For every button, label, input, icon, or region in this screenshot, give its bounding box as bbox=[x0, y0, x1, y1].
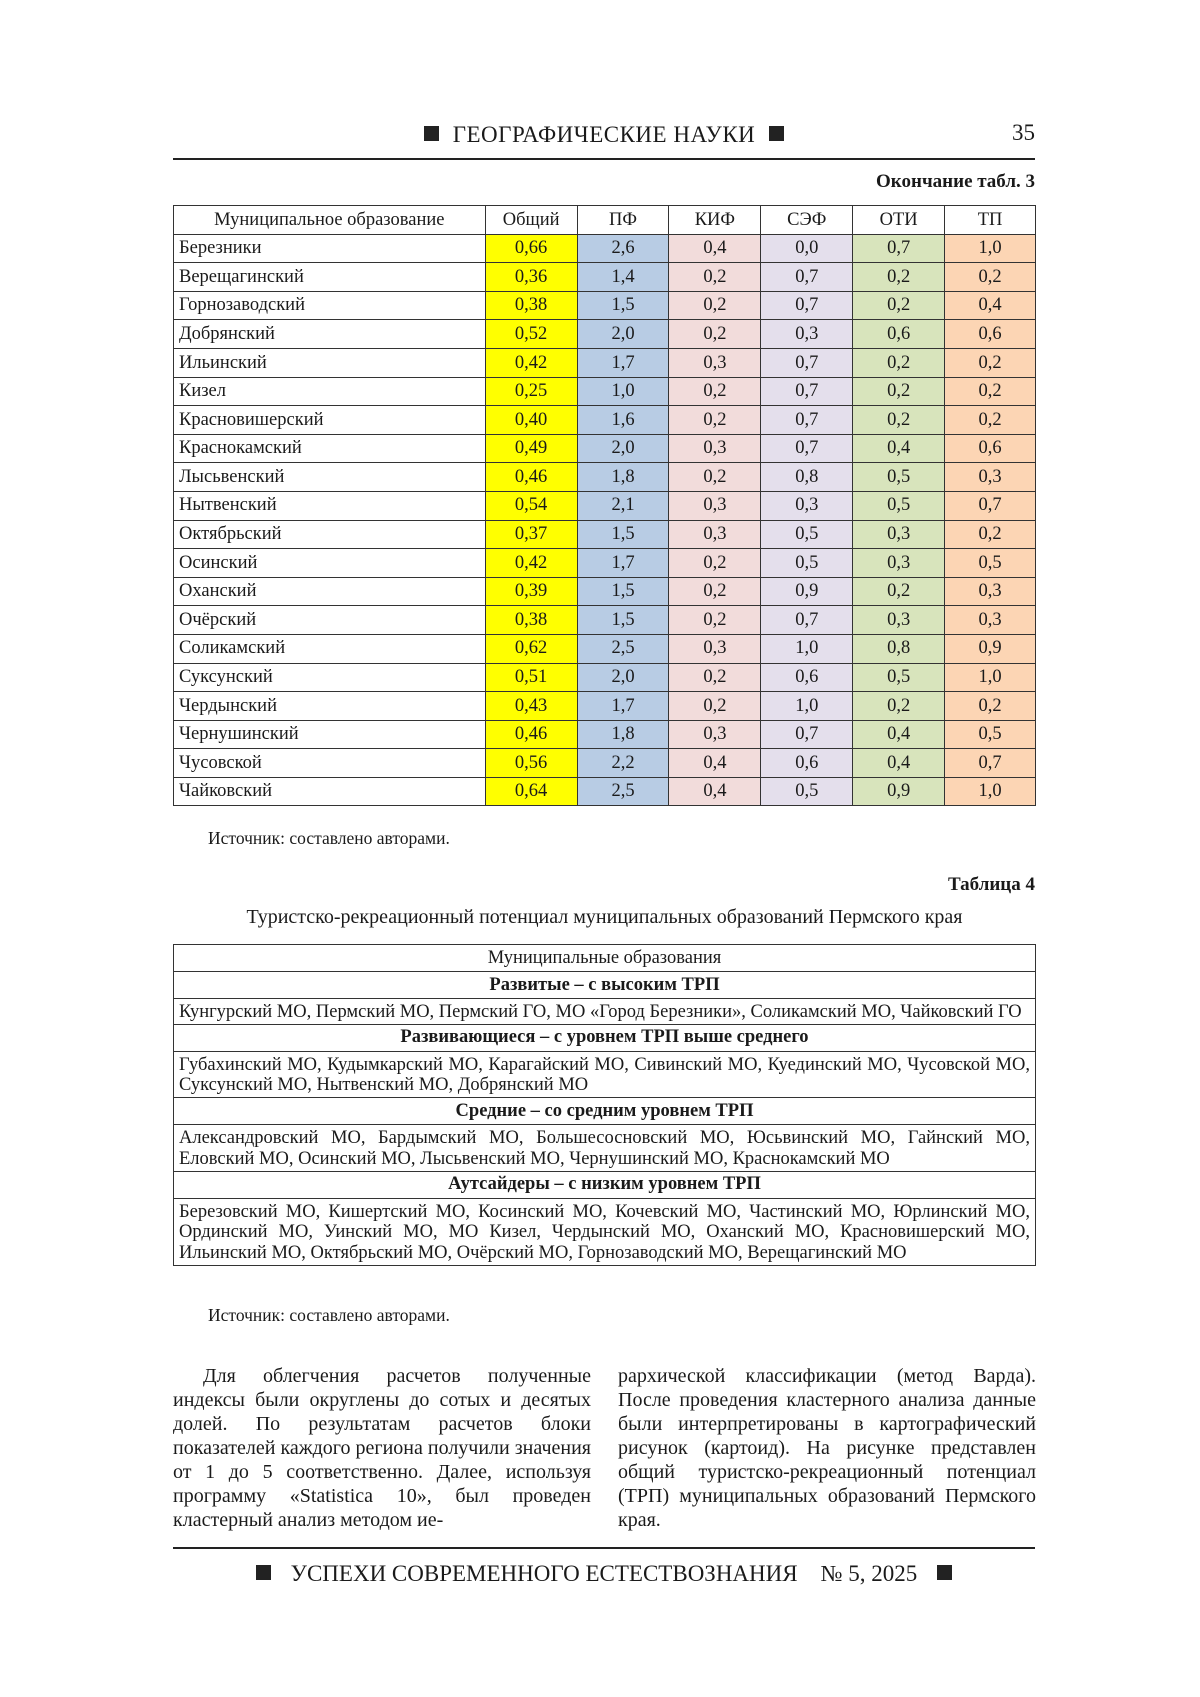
index-value-cell: 1,5 bbox=[577, 577, 669, 606]
index-value-cell: 0,2 bbox=[945, 263, 1036, 292]
municipality-name-cell: Добрянский bbox=[174, 320, 486, 349]
index-value-cell: 0,25 bbox=[485, 377, 577, 406]
index-value-cell: 0,4 bbox=[853, 720, 945, 749]
index-value-cell: 0,2 bbox=[669, 320, 761, 349]
index-value-cell: 0,36 bbox=[485, 263, 577, 292]
table4-header-row bbox=[174, 945, 1036, 972]
index-value-cell: 1,4 bbox=[577, 263, 669, 292]
municipality-name-cell: Очёрский bbox=[174, 606, 486, 635]
index-value-cell: 0,7 bbox=[945, 491, 1036, 520]
index-value-cell: 0,0 bbox=[761, 234, 853, 263]
group-name-cell: Аутсайдеры – с низким уровнем ТРП bbox=[174, 1171, 1036, 1198]
index-value-cell: 0,43 bbox=[485, 692, 577, 721]
index-value-cell: 0,52 bbox=[485, 320, 577, 349]
index-value-cell: 1,7 bbox=[577, 692, 669, 721]
index-value-cell: 0,46 bbox=[485, 463, 577, 492]
index-value-cell: 0,5 bbox=[853, 663, 945, 692]
group-members-cell: Губахинский МО, Кудымкарский МО, Карагайский МО, Сивинский МО, Куединский МО, Чусовской МО, Суксунский МО, Нытвенский МО, Добрянский МО bbox=[174, 1051, 1036, 1097]
index-value-cell: 0,7 bbox=[761, 606, 853, 635]
table-row bbox=[174, 463, 1036, 492]
municipality-name-cell: Чусовской bbox=[174, 749, 486, 778]
index-value-cell: 0,37 bbox=[485, 520, 577, 549]
index-value-cell: 0,7 bbox=[853, 234, 945, 263]
index-value-cell: 0,2 bbox=[669, 606, 761, 635]
table4-group-row bbox=[174, 1098, 1036, 1125]
index-value-cell: 0,4 bbox=[853, 434, 945, 463]
table-row bbox=[174, 491, 1036, 520]
index-value-cell: 0,2 bbox=[669, 291, 761, 320]
municipality-name-cell: Краснокамский bbox=[174, 434, 486, 463]
municipality-name-cell: Березники bbox=[174, 234, 486, 263]
index-value-cell: 0,2 bbox=[945, 692, 1036, 721]
table-row bbox=[174, 234, 1036, 263]
table4-header-cell: Муниципальные образования bbox=[174, 945, 1036, 972]
group-members-cell: Березовский МО, Кишертский МО, Косинский МО, Кочевский МО, Частинский МО, Юрлинский МО, Ординский МО, Уинский МО, МО Кизел, Чердынский МО, Оханский МО, Красновишерский МО, Ильинский МО, Октябрьский МО, Очёрский МО, Горнозаводский МО, Верещагинский МО bbox=[174, 1198, 1036, 1265]
index-value-cell: 0,6 bbox=[853, 320, 945, 349]
group-members-cell: Кунгурский МО, Пермский МО, Пермский ГО, МО «Город Березники», Соликамский МО, Чайковский ГО bbox=[174, 999, 1036, 1025]
index-value-cell: 0,40 bbox=[485, 406, 577, 435]
index-value-cell: 0,3 bbox=[761, 491, 853, 520]
index-value-cell: 0,2 bbox=[945, 348, 1036, 377]
table4-members-row bbox=[174, 1198, 1036, 1265]
index-value-cell: 0,56 bbox=[485, 749, 577, 778]
table-row bbox=[174, 434, 1036, 463]
index-value-cell: 1,7 bbox=[577, 348, 669, 377]
index-value-cell: 2,0 bbox=[577, 320, 669, 349]
index-value-cell: 1,5 bbox=[577, 291, 669, 320]
index-value-cell: 0,3 bbox=[945, 577, 1036, 606]
municipality-name-cell: Лысьвенский bbox=[174, 463, 486, 492]
table-row bbox=[174, 320, 1036, 349]
body-text-left-column: Для облегчения расчетов полученные индексы были округлены до сотых и десятых долей. По результатам расчетов блоки показателей каждого региона получили значения от 1 до 5 соответственно. Далее, используя программу «Statistica 10», был проведен кластерный анализ методом ие- bbox=[173, 1365, 591, 1531]
table-row bbox=[174, 406, 1036, 435]
index-value-cell: 0,3 bbox=[669, 434, 761, 463]
index-value-cell: 0,5 bbox=[945, 549, 1036, 578]
index-value-cell: 0,3 bbox=[669, 634, 761, 663]
municipality-name-cell: Красновишерский bbox=[174, 406, 486, 435]
index-value-cell: 1,6 bbox=[577, 406, 669, 435]
table4-members-row bbox=[174, 1051, 1036, 1097]
table-row bbox=[174, 634, 1036, 663]
index-value-cell: 0,62 bbox=[485, 634, 577, 663]
header-title bbox=[173, 122, 1035, 148]
table3-header-row bbox=[174, 206, 1036, 235]
index-value-cell: 0,49 bbox=[485, 434, 577, 463]
index-value-cell: 0,2 bbox=[669, 549, 761, 578]
index-value-cell: 0,6 bbox=[761, 749, 853, 778]
table3-column-header: ПФ bbox=[577, 206, 669, 235]
index-value-cell: 0,38 bbox=[485, 606, 577, 635]
index-value-cell: 0,3 bbox=[669, 720, 761, 749]
index-value-cell: 0,9 bbox=[853, 777, 945, 806]
running-footer bbox=[173, 1547, 1035, 1589]
index-value-cell: 0,42 bbox=[485, 549, 577, 578]
index-value-cell: 0,9 bbox=[945, 634, 1036, 663]
index-value-cell: 0,4 bbox=[669, 234, 761, 263]
group-name-cell: Средние – со средним уровнем ТРП bbox=[174, 1098, 1036, 1125]
index-value-cell: 0,39 bbox=[485, 577, 577, 606]
index-value-cell: 0,7 bbox=[761, 291, 853, 320]
index-value-cell: 0,7 bbox=[761, 720, 853, 749]
table-row bbox=[174, 549, 1036, 578]
table3-column-header: Общий bbox=[485, 206, 577, 235]
index-value-cell: 0,2 bbox=[669, 377, 761, 406]
table3-column-header: ОТИ bbox=[853, 206, 945, 235]
index-value-cell: 0,8 bbox=[853, 634, 945, 663]
index-value-cell: 0,2 bbox=[853, 291, 945, 320]
square-bullet-icon bbox=[424, 126, 439, 141]
running-header bbox=[173, 120, 1035, 160]
index-value-cell: 0,2 bbox=[669, 463, 761, 492]
index-value-cell: 1,0 bbox=[577, 377, 669, 406]
index-value-cell: 0,4 bbox=[945, 291, 1036, 320]
index-value-cell: 0,2 bbox=[669, 663, 761, 692]
index-value-cell: 0,2 bbox=[853, 348, 945, 377]
table-row bbox=[174, 777, 1036, 806]
index-value-cell: 2,5 bbox=[577, 634, 669, 663]
municipality-name-cell: Горнозаводский bbox=[174, 291, 486, 320]
index-value-cell: 0,5 bbox=[761, 520, 853, 549]
index-value-cell: 0,3 bbox=[669, 520, 761, 549]
index-value-cell: 0,6 bbox=[761, 663, 853, 692]
table-row bbox=[174, 577, 1036, 606]
index-value-cell: 0,2 bbox=[853, 406, 945, 435]
index-value-cell: 0,4 bbox=[669, 777, 761, 806]
table-row bbox=[174, 348, 1036, 377]
index-value-cell: 1,8 bbox=[577, 463, 669, 492]
municipality-name-cell: Суксунский bbox=[174, 663, 486, 692]
index-value-cell: 0,42 bbox=[485, 348, 577, 377]
group-members-cell: Александровский МО, Бардымский МО, Большесосновский МО, Юсьвинский МО, Гайнский МО, Еловский МО, Осинский МО, Лысьвенский МО, Чернушинский МО, Краснокамский МО bbox=[174, 1125, 1036, 1171]
index-value-cell: 0,7 bbox=[761, 434, 853, 463]
table4-source: Источник: составлено авторами. bbox=[208, 1305, 450, 1325]
index-value-cell: 1,0 bbox=[945, 777, 1036, 806]
municipality-name-cell: Осинский bbox=[174, 549, 486, 578]
index-value-cell: 0,2 bbox=[853, 577, 945, 606]
municipality-name-cell: Соликамский bbox=[174, 634, 486, 663]
municipality-name-cell: Верещагинский bbox=[174, 263, 486, 292]
index-value-cell: 0,2 bbox=[669, 406, 761, 435]
index-value-cell: 0,46 bbox=[485, 720, 577, 749]
index-value-cell: 0,7 bbox=[761, 348, 853, 377]
municipality-name-cell: Октябрьский bbox=[174, 520, 486, 549]
municipality-name-cell: Оханский bbox=[174, 577, 486, 606]
index-value-cell: 0,6 bbox=[945, 434, 1036, 463]
index-value-cell: 0,7 bbox=[945, 749, 1036, 778]
body-text-right-column: рархической классификации (метод Варда). После проведения кластерного анализа данные были интерпретированы в картографический рисунок (картоид). На рисунке представлен общий туристско-рекреационный потенциал (ТРП) муниципальных образований Пермского края. bbox=[618, 1365, 1036, 1531]
index-value-cell: 0,3 bbox=[761, 320, 853, 349]
index-value-cell: 1,7 bbox=[577, 549, 669, 578]
index-value-cell: 0,2 bbox=[853, 377, 945, 406]
index-value-cell: 0,7 bbox=[761, 263, 853, 292]
footer-text bbox=[173, 1561, 1035, 1587]
table3-continuation-caption: Окончание табл. 3 bbox=[876, 171, 1035, 192]
footer-issue: № 5, 2025 bbox=[820, 1561, 918, 1586]
index-value-cell: 1,0 bbox=[761, 692, 853, 721]
index-value-cell: 0,2 bbox=[669, 692, 761, 721]
index-value-cell: 2,5 bbox=[577, 777, 669, 806]
table-row bbox=[174, 692, 1036, 721]
journal-section: ГЕОГРАФИЧЕСКИЕ НАУКИ bbox=[452, 122, 756, 147]
table4-group-row bbox=[174, 972, 1036, 999]
index-value-cell: 0,2 bbox=[669, 263, 761, 292]
index-value-cell: 0,7 bbox=[761, 406, 853, 435]
square-bullet-icon bbox=[937, 1565, 952, 1580]
index-value-cell: 2,0 bbox=[577, 663, 669, 692]
index-value-cell: 2,2 bbox=[577, 749, 669, 778]
footer-journal-name: УСПЕХИ СОВРЕМЕННОГО ЕСТЕСТВОЗНАНИЯ bbox=[290, 1561, 798, 1586]
table-row bbox=[174, 606, 1036, 635]
index-value-cell: 1,0 bbox=[945, 663, 1036, 692]
table-row bbox=[174, 720, 1036, 749]
table-row bbox=[174, 291, 1036, 320]
index-value-cell: 0,2 bbox=[853, 263, 945, 292]
index-value-cell: 0,4 bbox=[853, 749, 945, 778]
index-value-cell: 2,0 bbox=[577, 434, 669, 463]
table4-label: Таблица 4 bbox=[947, 874, 1035, 895]
index-value-cell: 1,0 bbox=[945, 234, 1036, 263]
index-value-cell: 1,5 bbox=[577, 520, 669, 549]
group-name-cell: Развивающиеся – с уровнем ТРП выше среднего bbox=[174, 1024, 1036, 1051]
index-value-cell: 0,51 bbox=[485, 663, 577, 692]
municipality-name-cell: Нытвенский bbox=[174, 491, 486, 520]
table3-source: Источник: составлено авторами. bbox=[208, 828, 450, 848]
index-value-cell: 0,8 bbox=[761, 463, 853, 492]
index-value-cell: 0,3 bbox=[669, 491, 761, 520]
index-value-cell: 0,66 bbox=[485, 234, 577, 263]
table4-title: Туристско-рекреационный потенциал муниципальных образований Пермского края bbox=[246, 906, 963, 928]
index-value-cell: 0,5 bbox=[945, 720, 1036, 749]
index-value-cell: 0,3 bbox=[945, 463, 1036, 492]
index-value-cell: 0,3 bbox=[853, 520, 945, 549]
table3-column-header: Муниципальное образование bbox=[174, 206, 486, 235]
table4-group-row bbox=[174, 1024, 1036, 1051]
index-value-cell: 0,6 bbox=[945, 320, 1036, 349]
index-value-cell: 0,2 bbox=[945, 406, 1036, 435]
index-value-cell: 1,0 bbox=[761, 634, 853, 663]
index-value-cell: 0,3 bbox=[853, 549, 945, 578]
index-value-cell: 0,64 bbox=[485, 777, 577, 806]
table4-body bbox=[174, 945, 1036, 1266]
municipality-name-cell: Чайковский bbox=[174, 777, 486, 806]
index-value-cell: 0,2 bbox=[945, 520, 1036, 549]
table-row bbox=[174, 520, 1036, 549]
page-number: 35 bbox=[1012, 120, 1035, 145]
table4-group-row bbox=[174, 1171, 1036, 1198]
table4 bbox=[173, 944, 1036, 1266]
index-value-cell: 0,9 bbox=[761, 577, 853, 606]
index-value-cell: 0,4 bbox=[669, 749, 761, 778]
index-value-cell: 0,5 bbox=[761, 777, 853, 806]
index-value-cell: 2,1 bbox=[577, 491, 669, 520]
index-value-cell: 0,2 bbox=[853, 692, 945, 721]
municipality-name-cell: Кизел bbox=[174, 377, 486, 406]
table4-members-row bbox=[174, 1125, 1036, 1171]
municipality-name-cell: Чердынский bbox=[174, 692, 486, 721]
index-value-cell: 0,5 bbox=[761, 549, 853, 578]
index-value-cell: 0,5 bbox=[853, 463, 945, 492]
index-value-cell: 1,8 bbox=[577, 720, 669, 749]
index-value-cell: 0,3 bbox=[853, 606, 945, 635]
table4-members-row bbox=[174, 999, 1036, 1025]
index-value-cell: 0,2 bbox=[945, 377, 1036, 406]
index-value-cell: 0,3 bbox=[669, 348, 761, 377]
municipality-name-cell: Чернушинский bbox=[174, 720, 486, 749]
index-value-cell: 0,54 bbox=[485, 491, 577, 520]
table3-column-header: ТП bbox=[945, 206, 1036, 235]
index-value-cell: 0,2 bbox=[669, 577, 761, 606]
table-row bbox=[174, 377, 1036, 406]
table3 bbox=[173, 205, 1036, 806]
index-value-cell: 1,5 bbox=[577, 606, 669, 635]
table-row bbox=[174, 749, 1036, 778]
group-name-cell: Развитые – с высоким ТРП bbox=[174, 972, 1036, 999]
table-row bbox=[174, 263, 1036, 292]
square-bullet-icon bbox=[769, 126, 784, 141]
index-value-cell: 0,38 bbox=[485, 291, 577, 320]
index-value-cell: 0,3 bbox=[945, 606, 1036, 635]
municipality-name-cell: Ильинский bbox=[174, 348, 486, 377]
table3-column-header: КИФ bbox=[669, 206, 761, 235]
table3-column-header: СЭФ bbox=[761, 206, 853, 235]
table-row bbox=[174, 663, 1036, 692]
table3-body bbox=[174, 234, 1036, 806]
index-value-cell: 0,5 bbox=[853, 491, 945, 520]
square-bullet-icon bbox=[256, 1565, 271, 1580]
index-value-cell: 2,6 bbox=[577, 234, 669, 263]
index-value-cell: 0,7 bbox=[761, 377, 853, 406]
